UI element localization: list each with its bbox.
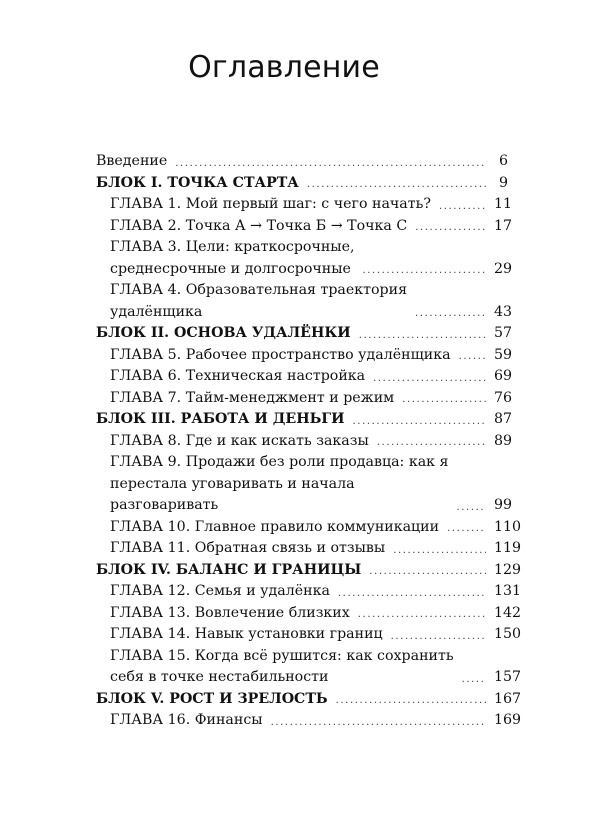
toc-chapter-6[interactable]	[96, 366, 513, 388]
toc-entry-page: 57	[494, 325, 513, 341]
toc-block-1[interactable]	[96, 173, 508, 195]
toc-entry-label: ГЛАВА 10. Главное правило коммуникации	[110, 518, 440, 535]
dot-leader	[359, 327, 486, 345]
toc-entry-label-line: ГЛАВА 3. Цели: краткосрочные,	[110, 239, 355, 255]
toc-entry-label: ГЛАВА 5. Рабочее пространство удалёнщика	[110, 346, 451, 363]
toc-chapter-9[interactable]	[96, 452, 513, 517]
toc-block-4[interactable]	[96, 560, 522, 582]
toc-chapter-12[interactable]	[96, 581, 522, 603]
toc-entry-label-line: себя в точке нестабильности	[110, 669, 329, 685]
toc-entry-label: БЛОК III. РАБОТА И ДЕНЬГИ	[96, 411, 345, 427]
toc-entry-label-line: разговаривать	[110, 497, 219, 513]
toc-entry-label	[110, 646, 454, 689]
dot-leader	[363, 262, 487, 280]
toc-entry-label: ГЛАВА 7. Тайм-менеджмент и режим	[110, 389, 395, 406]
toc-entry-page: 6	[498, 153, 508, 169]
toc-entry-page: 119	[494, 540, 522, 556]
toc-chapter-3[interactable]	[96, 237, 513, 280]
toc-entry-label: БЛОК I. ТОЧКА СТАРТА	[96, 174, 299, 191]
toc-entry-label	[110, 280, 407, 323]
toc-entry-page: 11	[494, 196, 513, 212]
toc-entry-label-line: удалёнщика	[110, 303, 203, 320]
toc-entry-label-line: ГЛАВА 15. Когда всё рушится: как сохранить	[110, 647, 454, 664]
toc-entry-label: ГЛАВА 16. Финансы	[110, 712, 263, 728]
toc-entry-label: ГЛАВА 13. Вовлечение близких	[110, 604, 350, 621]
dot-leader	[456, 499, 486, 517]
toc-entry-label: ГЛАВА 6. Техническая настройка	[110, 368, 366, 384]
toc-chapter-11[interactable]	[96, 538, 522, 560]
toc-chapter-16[interactable]	[96, 710, 522, 732]
toc-chapter-5[interactable]	[96, 345, 513, 367]
dot-leader	[353, 413, 486, 431]
toc-entry-page: 87	[494, 411, 513, 427]
page-title: Оглавление	[188, 50, 380, 85]
toc-entry-label: БЛОК V. РОСТ И ЗРЕЛОСТЬ	[96, 690, 328, 707]
toc-entry-page: 17	[494, 217, 513, 234]
toc-entry-page: 157	[494, 669, 522, 685]
toc-entry-page: 142	[494, 604, 522, 621]
dot-leader	[402, 391, 486, 409]
dot-leader	[338, 585, 486, 603]
toc-entry-page: 29	[494, 260, 513, 277]
toc-entry-intro[interactable]	[96, 151, 508, 173]
dot-leader	[175, 155, 486, 173]
toc-entry-page: 69	[494, 368, 513, 384]
toc-entry-label: Введение	[96, 153, 168, 169]
dot-leader	[439, 198, 486, 216]
toc-chapter-2[interactable]	[96, 216, 513, 238]
toc-entry-label: ГЛАВА 14. Навык установки границ	[110, 626, 383, 642]
dot-leader	[462, 671, 486, 689]
toc-entry-page: 76	[494, 389, 513, 406]
toc-block-5[interactable]	[96, 689, 522, 711]
dot-leader	[336, 692, 486, 710]
dot-leader	[391, 628, 486, 646]
dot-leader	[415, 305, 486, 323]
toc-chapter-10[interactable]	[96, 517, 522, 539]
dot-leader	[447, 520, 486, 538]
toc-entry-page: 9	[498, 174, 508, 191]
toc-entry-page: 167	[494, 690, 522, 707]
toc-entry-label	[110, 237, 355, 280]
toc-entry-label: БЛОК II. ОСНОВА УДАЛЁНКИ	[96, 325, 351, 341]
dot-leader	[377, 434, 486, 452]
toc-chapter-4[interactable]	[96, 280, 513, 323]
toc-chapter-13[interactable]	[96, 603, 522, 625]
dot-leader	[373, 370, 486, 388]
toc-chapter-8[interactable]	[96, 431, 513, 453]
toc-entry-page: 59	[494, 346, 513, 363]
toc-entry-label: ГЛАВА 11. Обратная связь и отзывы	[110, 540, 386, 556]
toc-entry-label-line: среднесрочные и долгосрочные	[110, 260, 351, 277]
toc-chapter-15[interactable]	[96, 646, 522, 689]
toc-entry-label-line: ГЛАВА 4. Образовательная траектория	[110, 282, 408, 298]
dot-leader	[307, 176, 486, 194]
toc-chapter-7[interactable]	[96, 388, 513, 410]
toc-chapter-1[interactable]	[96, 194, 513, 216]
toc-entry-page: 129	[494, 561, 522, 578]
toc-entry-label-line: перестала уговаривать и начала	[110, 475, 355, 492]
toc-entry-label	[110, 452, 448, 517]
toc-entry-label: ГЛАВА 1. Мой первый шаг: с чего начать?	[110, 196, 431, 212]
dot-leader	[271, 714, 486, 732]
table-of-contents	[96, 151, 522, 732]
toc-entry-page: 99	[494, 497, 513, 513]
toc-entry-page: 131	[494, 583, 522, 599]
dot-leader	[459, 348, 486, 366]
toc-entry-page: 169	[494, 712, 522, 728]
toc-entry-label: ГЛАВА 8. Где и как искать заказы	[110, 432, 369, 449]
toc-entry-label: ГЛАВА 12. Семья и удалёнка	[110, 583, 330, 599]
toc-entry-page: 43	[494, 303, 513, 320]
dot-leader	[369, 563, 486, 581]
toc-entry-label: ГЛАВА 2. Точка А → Точка Б → Точка С	[110, 217, 408, 234]
toc-entry-page: 89	[494, 432, 513, 449]
toc-chapter-14[interactable]	[96, 624, 522, 646]
dot-leader	[393, 542, 486, 560]
toc-entry-label-line: ГЛАВА 9. Продажи без роли продавца: как я	[110, 454, 449, 470]
dot-leader	[415, 219, 486, 237]
toc-block-3[interactable]	[96, 409, 513, 431]
toc-entry-page: 150	[494, 626, 522, 642]
toc-entry-label: БЛОК IV. БАЛАНС И ГРАНИЦЫ	[96, 561, 362, 578]
dot-leader	[358, 606, 486, 624]
toc-block-2[interactable]	[96, 323, 513, 345]
toc-entry-page: 110	[494, 518, 522, 535]
